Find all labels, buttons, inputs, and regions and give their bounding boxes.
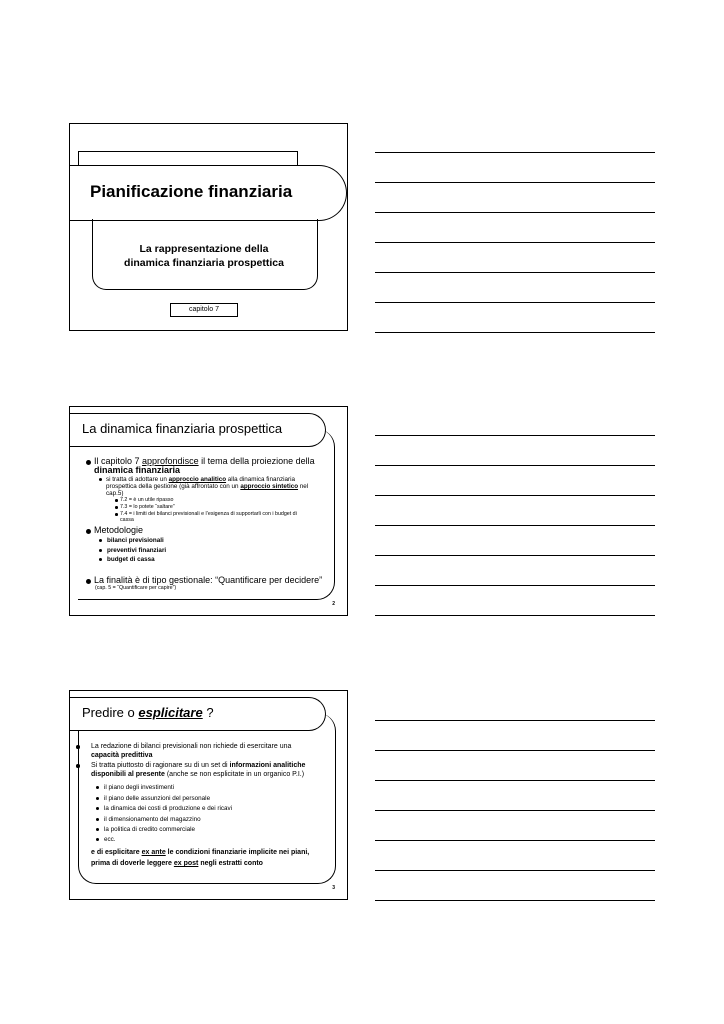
note-line (375, 720, 655, 721)
item-5: la politica di credito commerciale (104, 826, 195, 833)
bullet (86, 529, 91, 534)
detail-7-4-cont: cassa (120, 517, 134, 523)
bullet (96, 797, 99, 800)
page-number: 3 (332, 885, 335, 891)
bullet-3-note: (cap. 5 = “Quantificare per capire”) (95, 585, 177, 591)
slide-1-title: Pianificazione finanziaria (90, 182, 293, 201)
method-1: bilanci previsionali (107, 537, 164, 544)
sub-bullet-1-line-2: prospettica della gestione (già affrontato con un approccio sintetico nel (106, 483, 309, 490)
note-line (375, 212, 655, 213)
bullet (96, 818, 99, 821)
bullet (99, 549, 102, 552)
bullet (96, 786, 99, 789)
paragraph-2-line-1: Si tratta piuttosto di ragionare su di un set di informazioni analitiche (91, 762, 306, 769)
item-4: il dimensionamento del magazzino (104, 816, 201, 823)
sub-bullet-1-line-3: cap.5) (106, 490, 124, 497)
slide-2 (69, 406, 348, 616)
detail-7-4: 7.4 = i limiti dei bilanci previsionali e l’esigenza di supportarli con i budget di (120, 511, 297, 517)
detail-7-2: 7.2 = è un utile ripasso (120, 497, 174, 503)
bullet-3-text: La finalità è di tipo gestionale: “Quantificare per decidere” (94, 575, 323, 585)
paragraph-1-line-2: capacità predittiva (91, 752, 153, 759)
paragraph-2-line-2: disponibili al presente (anche se non esplicitate in un organico P.I.) (91, 771, 305, 778)
note-line (375, 242, 655, 243)
bullet (96, 807, 99, 810)
note-line (375, 465, 655, 466)
note-line (375, 272, 655, 273)
paragraph-1-line-1: La redazione di bilanci previsionali non richiede di esercitare una (91, 743, 292, 750)
note-line (375, 302, 655, 303)
note-line (375, 555, 655, 556)
note-line (375, 780, 655, 781)
bullet (96, 828, 99, 831)
note-line (375, 152, 655, 153)
slide-1-subtitle (92, 242, 316, 270)
subtitle-line-1: La rappresentazione della (139, 243, 269, 255)
bullet-2-text: Metodologie (94, 525, 144, 535)
bullet (99, 558, 102, 561)
slide-3 (69, 690, 348, 900)
bullet (76, 764, 80, 768)
note-line (375, 810, 655, 811)
note-line (375, 182, 655, 183)
bullet-1-text: Il capitolo 7 approfondisce il tema della proiezione della (94, 456, 315, 466)
page-number: 2 (332, 601, 335, 607)
note-line (375, 750, 655, 751)
note-line (375, 525, 655, 526)
sub-bullet-1-line-1: si tratta di adottare un approccio analitico alla dinamica finanziaria (106, 476, 295, 483)
slide-3-title: Predire o esplicitare ? (82, 705, 214, 720)
note-line (375, 840, 655, 841)
note-line (375, 332, 655, 333)
item-1: il piano degli investimenti (104, 784, 175, 791)
bullet-1-bold: dinamica finanziaria (94, 465, 181, 475)
slide-1 (69, 123, 348, 331)
note-line (375, 870, 655, 871)
item-6: ecc. (104, 836, 116, 843)
bullet (76, 745, 80, 749)
bullet (86, 460, 91, 465)
bullet (99, 478, 102, 481)
note-line (375, 615, 655, 616)
slide-2-title: La dinamica finanziaria prospettica (82, 421, 283, 436)
bullet (96, 838, 99, 841)
subtitle-line-2: dinamica finanziaria prospettica (124, 257, 284, 269)
method-2: preventivi finanziari (107, 547, 167, 554)
bullet (86, 579, 91, 584)
note-line (375, 435, 655, 436)
chapter-label: capitolo 7 (170, 303, 238, 317)
item-3: la dinamica dei costi di produzione e dei ricavi (104, 805, 233, 812)
note-line (375, 585, 655, 586)
bullet (115, 506, 118, 509)
bullet (115, 513, 118, 516)
bullet (99, 539, 102, 542)
note-line (375, 900, 655, 901)
conclusion-line-2: prima di doverle leggere ex post negli estratti conto (91, 860, 263, 867)
item-2: il piano delle assunzioni del personale (104, 795, 211, 802)
conclusion-line-1: e di esplicitare ex ante le condizioni finanziarie implicite nei piani, (91, 849, 310, 856)
detail-7-3: 7.3 = lo potete “saltare” (120, 504, 175, 510)
note-line (375, 495, 655, 496)
bullet (115, 499, 118, 502)
method-3: budget di cassa (107, 556, 155, 563)
